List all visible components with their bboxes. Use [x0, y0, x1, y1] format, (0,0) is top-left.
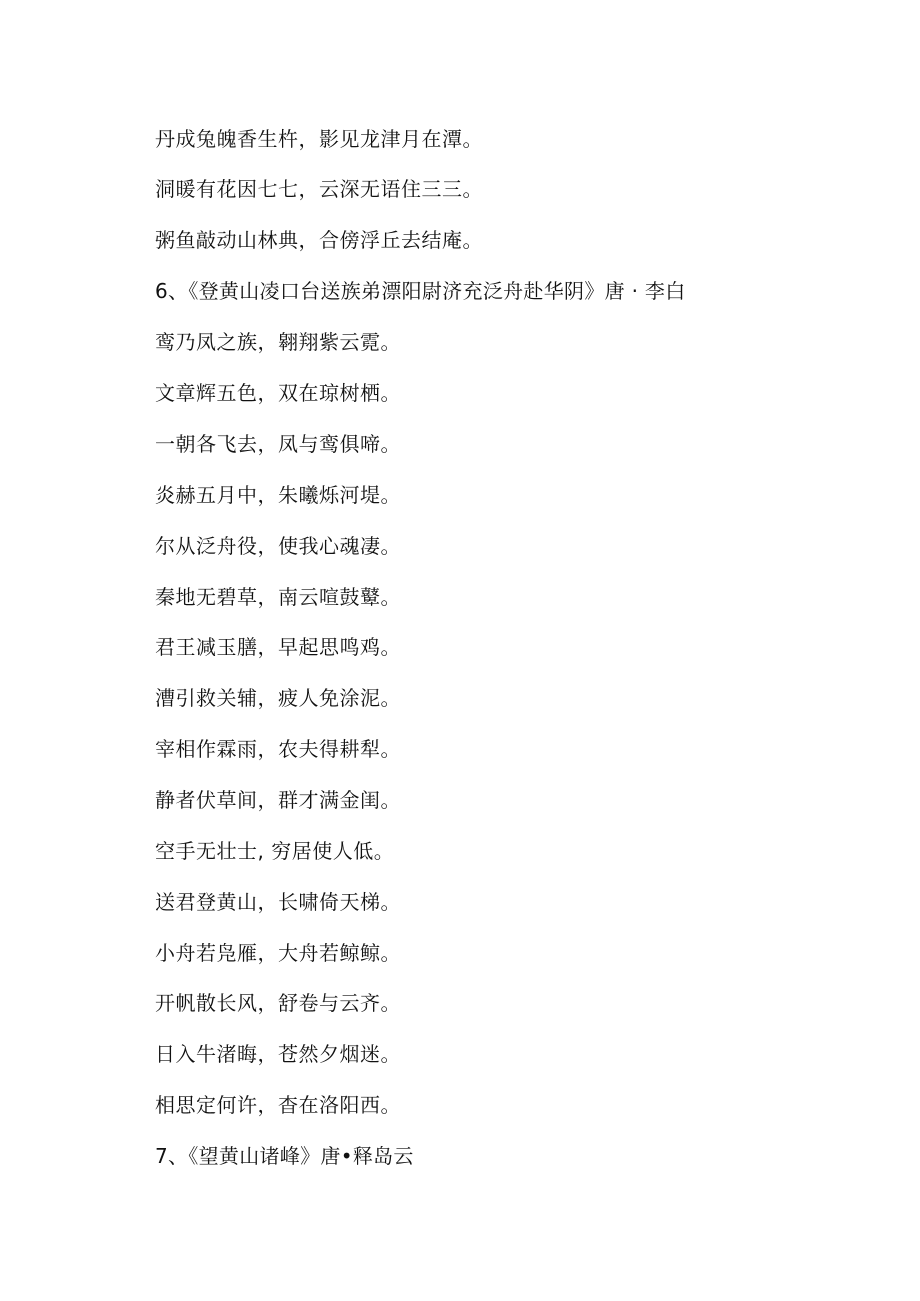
poem-line: 相思定何许，杳在洛阳西。	[155, 1093, 401, 1117]
poem-line: 洞暖有花因七七，云深无语住三三。	[155, 177, 483, 201]
poem-heading: 7、《望黄山诸峰》唐•释岛云	[155, 1144, 414, 1168]
poem-line: 宰相作霖雨，农夫得耕犁。	[155, 737, 401, 761]
poem-line: 漕引救关辅，疲人免涂泥。	[155, 686, 401, 710]
poem-line: 秦地无碧草，南云喧鼓鼙。	[155, 585, 401, 609]
poem-line: 文章辉五色，双在琼树栖。	[155, 381, 401, 405]
poem-line: 尔从泛舟役，使我心魂凄。	[155, 534, 401, 558]
poem-line: 君王减玉膳，早起思鸣鸡。	[155, 635, 401, 659]
poem-line: 日入牛渚晦，苍然夕烟迷。	[155, 1042, 401, 1066]
poem-line: 送君登黄山，长啸倚天梯。	[155, 890, 401, 914]
poem-line: 小舟若凫雁，大舟若鲸鲸。	[155, 941, 401, 965]
poem-line: 鸾乃凤之族，翱翔紫云霓。	[155, 330, 401, 354]
poem-line: 粥鱼敲动山林典，合傍浮丘去结庵。	[155, 228, 483, 252]
poem-line: 静者伏草间，群才满金闺。	[155, 788, 401, 812]
poem-line: 空手无壮士, 穷居使人低。	[155, 839, 395, 863]
poem-line: 炎赫五月中，朱曦烁河堤。	[155, 483, 401, 507]
poem-line: 一朝各飞去，凤与鸾俱啼。	[155, 432, 401, 456]
poem-heading: 6、《登黄山凌口台送族弟漂阳尉济充泛舟赴华阴》唐 · 李白	[155, 279, 686, 303]
poem-line: 丹成兔魄香生杵，影见龙津月在潭。	[155, 127, 483, 151]
poem-line: 开帆散长风，舒卷与云齐。	[155, 991, 401, 1015]
